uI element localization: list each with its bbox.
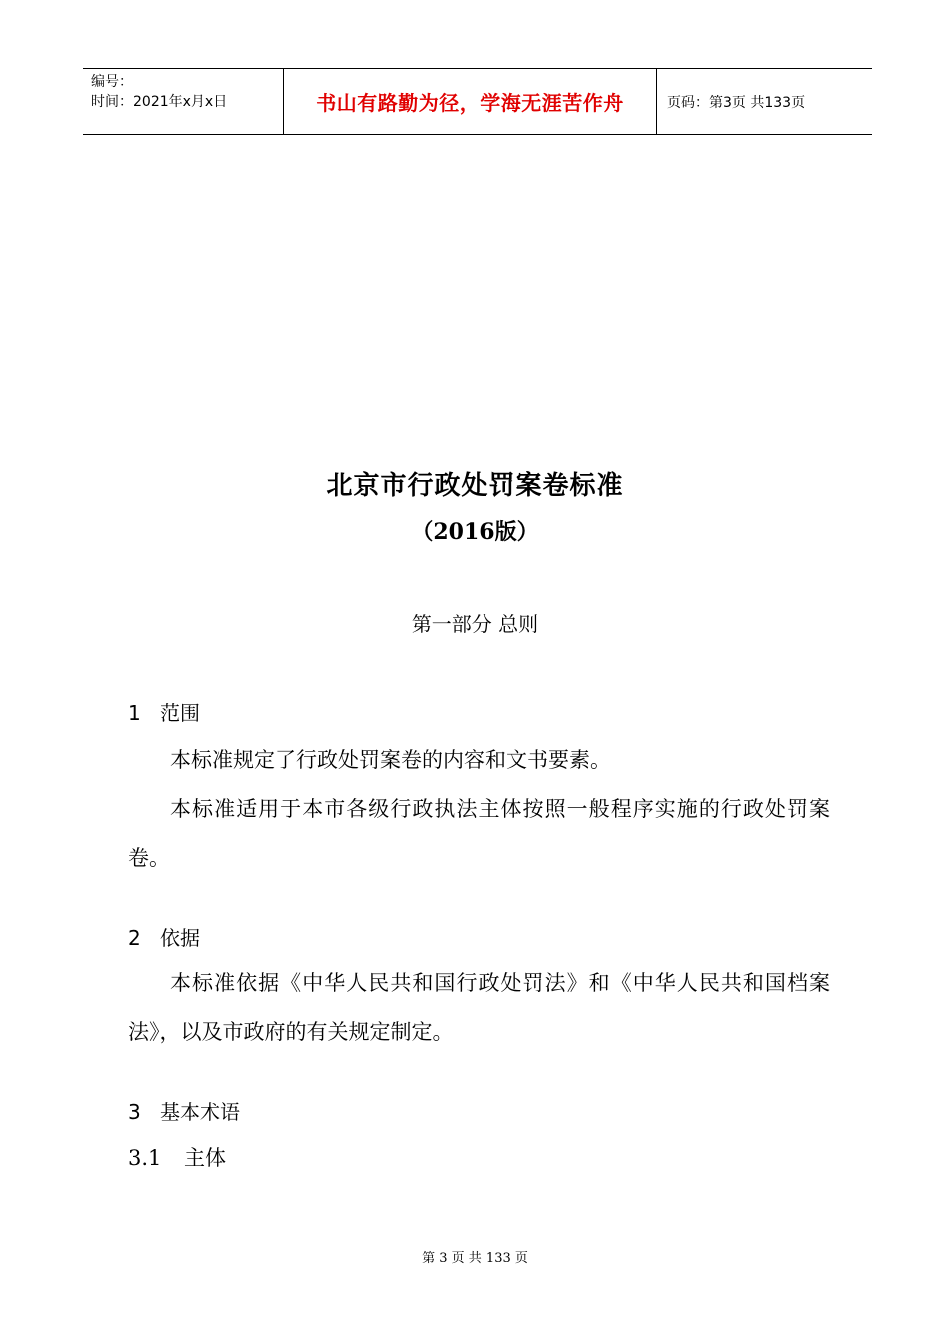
page-footer: 第 3 页 共 133 页 [422,1251,528,1266]
subsection-number: 3.1 [128,1146,162,1170]
section-heading-basis [128,922,200,951]
header-motto: 书山有路勤为径，学海无涯苦作舟 [284,69,657,134]
section-title: 依据 [160,926,200,950]
header-page-info: 页码：第3页 共133页 [667,94,806,111]
section-number: 3 [128,1100,141,1124]
section-number: 2 [128,926,141,950]
paragraph: 本标准依据《中华人民共和国行政处罚法》和《中华人民共和国档案法》，以及市政府的有关规定制定。 [128,971,830,1044]
paragraph: 本标准适用于本市各级行政执法主体按照一般程序实施的行政处罚案卷。 [128,797,830,870]
section-number: 1 [128,701,141,725]
part-heading: 第一部分 总则 [411,612,539,636]
page-header [83,68,872,135]
paragraph: 本标准规定了行政处罚案卷的内容和文书要素。 [170,748,611,772]
section-heading-terms [128,1096,240,1125]
document-subtitle: （2016版） [411,519,539,545]
subsection-heading [128,1142,226,1172]
section-title: 范围 [160,701,200,725]
document-title: 北京市行政处罚案卷标准 [326,471,624,501]
header-time-label: 时间：2021年x月x日 [91,94,228,110]
subsection-title: 主体 [184,1146,226,1170]
header-meta [83,69,284,134]
section-title: 基本术语 [160,1100,240,1124]
header-number-label: 编号： [91,74,133,90]
section-heading-scope [128,697,200,726]
